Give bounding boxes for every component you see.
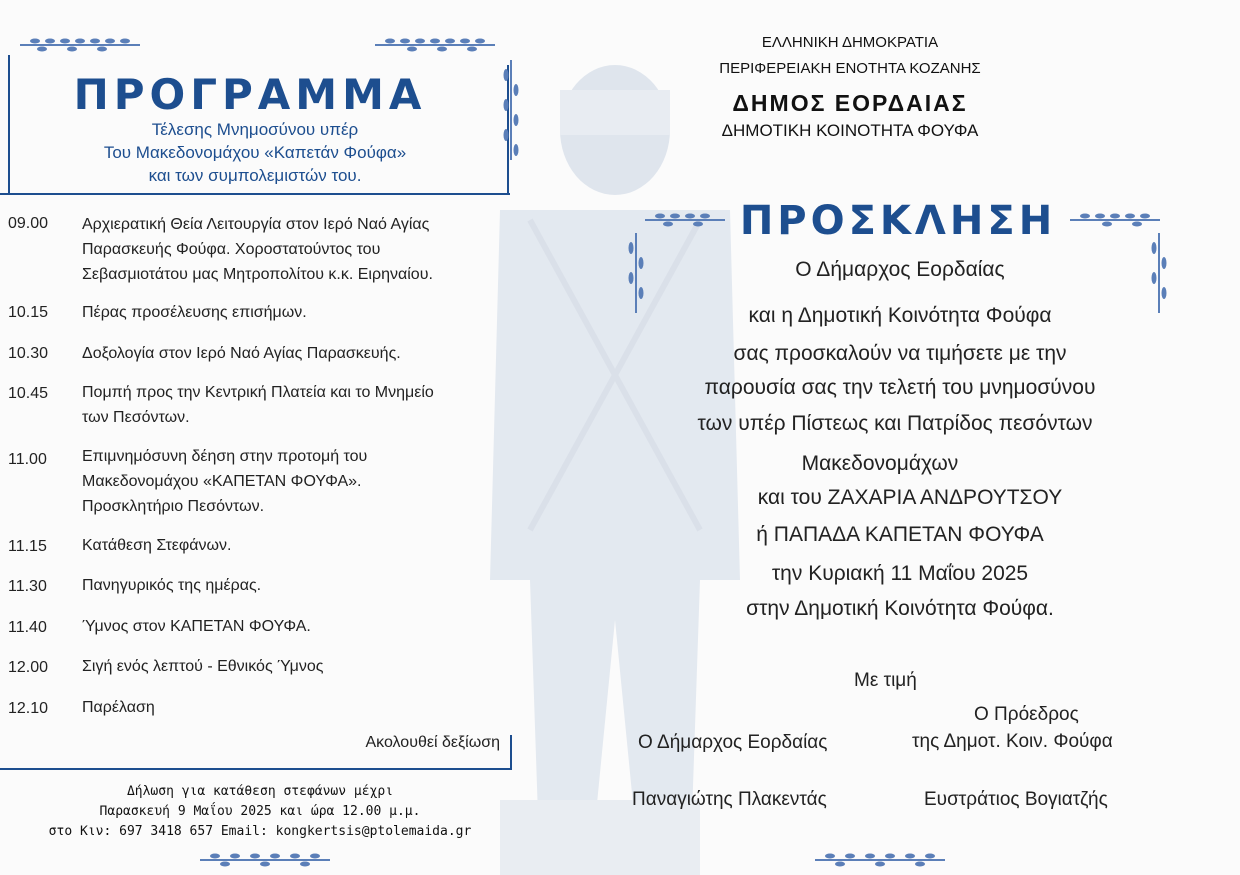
schedule-line: Παρέλαση (82, 699, 155, 716)
signer-left-title: Ο Δήμαρχος Εορδαίας (638, 732, 828, 753)
left-frame-left-rule (8, 55, 10, 195)
schedule-line: Κατάθεση Στεφάνων. (82, 537, 232, 554)
laurel-icon (1148, 228, 1170, 318)
schedule-line: Πέρας προσέλευσης επισήμων. (82, 304, 307, 321)
signer-left-name: Παναγιώτης Πλακεντάς (632, 789, 827, 810)
body-line: σας προσκαλούν να τιμήσετε με την (733, 342, 1067, 365)
body-line: ή ΠΑΠΑΔΑ ΚΑΠΕΤΑΝ ΦΟΥΦΑ (756, 523, 1044, 546)
laurel-icon (625, 228, 647, 318)
schedule-line: Σεβασμιοτάτου μας Μητροπολίτου κ.κ. Ειρηναίου. (82, 266, 433, 283)
schedule-line: Μακεδονομάχου «ΚΑΠΕΤΑΝ ΦΟΥΦΑ». (82, 473, 362, 490)
schedule-line: Προσκλητήριο Πεσόντων. (82, 498, 265, 515)
schedule-time: 10.15 (8, 304, 49, 321)
program-closing: Ακολουθεί δεξίωση (365, 734, 500, 751)
header-line-4: ΔΗΜΟΤΙΚΗ ΚΟΙΝΟΤΗΤΑ ΦΟΥΦΑ (721, 121, 979, 140)
schedule-time: 09.00 (8, 215, 49, 232)
body-line: την Κυριακή 11 Μαΐου 2025 (771, 562, 1029, 585)
schedule-item (82, 533, 512, 558)
schedule-item (82, 300, 512, 325)
body-line: στην Δημοτική Κοινότητα Φούφα. (746, 597, 1054, 620)
schedule-item (82, 695, 512, 720)
schedule-time: 10.45 (8, 385, 49, 402)
schedule-line: Πανηγυρικός της ημέρας. (82, 577, 262, 594)
schedule-item (82, 654, 512, 679)
laurel-icon (15, 35, 145, 55)
schedule-item (82, 614, 512, 639)
program-subtitle-2: Του Μακεδονομάχου «Καπετάν Φούφα» (103, 143, 407, 162)
footer-line: Δήλωση για κατάθεση στεφάνων μέχρι (126, 784, 394, 799)
header-line-3: ΔΗΜΟΣ ΕΟΡΔΑΙΑΣ (732, 90, 968, 116)
schedule-item (82, 341, 512, 366)
schedule-item (82, 212, 512, 287)
schedule-line: Σιγή ενός λεπτού - Εθνικός Ύμνος (82, 658, 324, 675)
signer-right-title-1: Ο Πρόεδρος (974, 704, 1079, 725)
body-line: Μακεδονομάχων (801, 452, 959, 475)
schedule-time: 10.30 (8, 345, 49, 362)
schedule-line: Παρασκευής Φούφα. Χοροστατούντος του (82, 241, 381, 258)
schedule-item (82, 444, 512, 519)
laurel-icon (500, 55, 522, 165)
body-line: και η Δημοτική Κοινότητα Φούφα (748, 304, 1052, 327)
schedule-time: 12.10 (8, 700, 49, 717)
schedule-item (82, 573, 512, 598)
schedule-line: Ύμνος στον ΚΑΠΕΤΑΝ ΦΟΥΦΑ. (82, 618, 311, 635)
laurel-icon (370, 35, 500, 55)
header-line-2: ΠΕΡΙΦΕΡΕΙΑΚΗ ΕΝΟΤΗΤΑ ΚΟΖΑΝΗΣ (719, 60, 981, 77)
footer-line: Παρασκευή 9 Μαΐου 2025 και ώρα 12.00 μ.μ. (99, 804, 421, 819)
schedule-time: 11.40 (8, 619, 47, 636)
schedule-line: Αρχιερατική Θεία Λειτουργία στον Ιερό Ναό Αγίας (82, 216, 430, 233)
left-frame-bottom-rule (0, 193, 510, 195)
footer-line: στο Κιν: 697 3418 657 Email: kongkertsis@ptolemaida.gr (48, 824, 472, 839)
body-line: Ο Δήμαρχος Εορδαίας (795, 258, 1005, 281)
body-line: των υπέρ Πίστεως και Πατρίδος πεσόντων (697, 412, 1093, 435)
schedule-time: 11.15 (8, 538, 47, 555)
program-subtitle-3: και των συμπολεμιστών του. (148, 166, 362, 185)
body-line: παρουσία σας την τελετή του μνημοσύνου (704, 376, 1096, 399)
schedule-item (82, 380, 512, 430)
schedule-line: Δοξολογία στον Ιερό Ναό Αγίας Παρασκευής. (82, 345, 401, 362)
signer-right-name: Ευστράτιος Βογιατζής (924, 789, 1108, 810)
body-line: και του ΖΑΧΑΡΙΑ ΑΝΔΡΟΥΤΣΟΥ (757, 486, 1063, 509)
laurel-icon (195, 850, 335, 870)
closing-text: Με τιμή (854, 670, 917, 691)
laurel-icon (810, 850, 950, 870)
schedule-time: 11.00 (8, 451, 47, 468)
schedule-bottom-rule (0, 768, 512, 770)
schedule-time: 12.00 (8, 659, 49, 676)
invitation-title: ΠΡΟΣΚΛΗΣΗ (739, 198, 1057, 244)
schedule-right-rule (510, 735, 512, 770)
schedule-line: Πομπή προς την Κεντρική Πλατεία και το Μνημείο (82, 384, 434, 401)
schedule-line: Επιμνημόσυνη δέηση στην προτομή του (82, 448, 368, 465)
header-line-1: ΕΛΛΗΝΙΚΗ ΔΗΜΟΚΡΑΤΙΑ (761, 34, 939, 51)
schedule-line: των Πεσόντων. (82, 409, 190, 426)
signer-right-title-2: της Δημοτ. Κοιν. Φούφα (912, 731, 1113, 752)
program-title: ΠΡΟΓΡΑΜΜΑ (73, 70, 427, 119)
program-subtitle-1: Τέλεσης Μνημοσύνου υπέρ (151, 120, 359, 139)
schedule-time: 11.30 (8, 578, 47, 595)
